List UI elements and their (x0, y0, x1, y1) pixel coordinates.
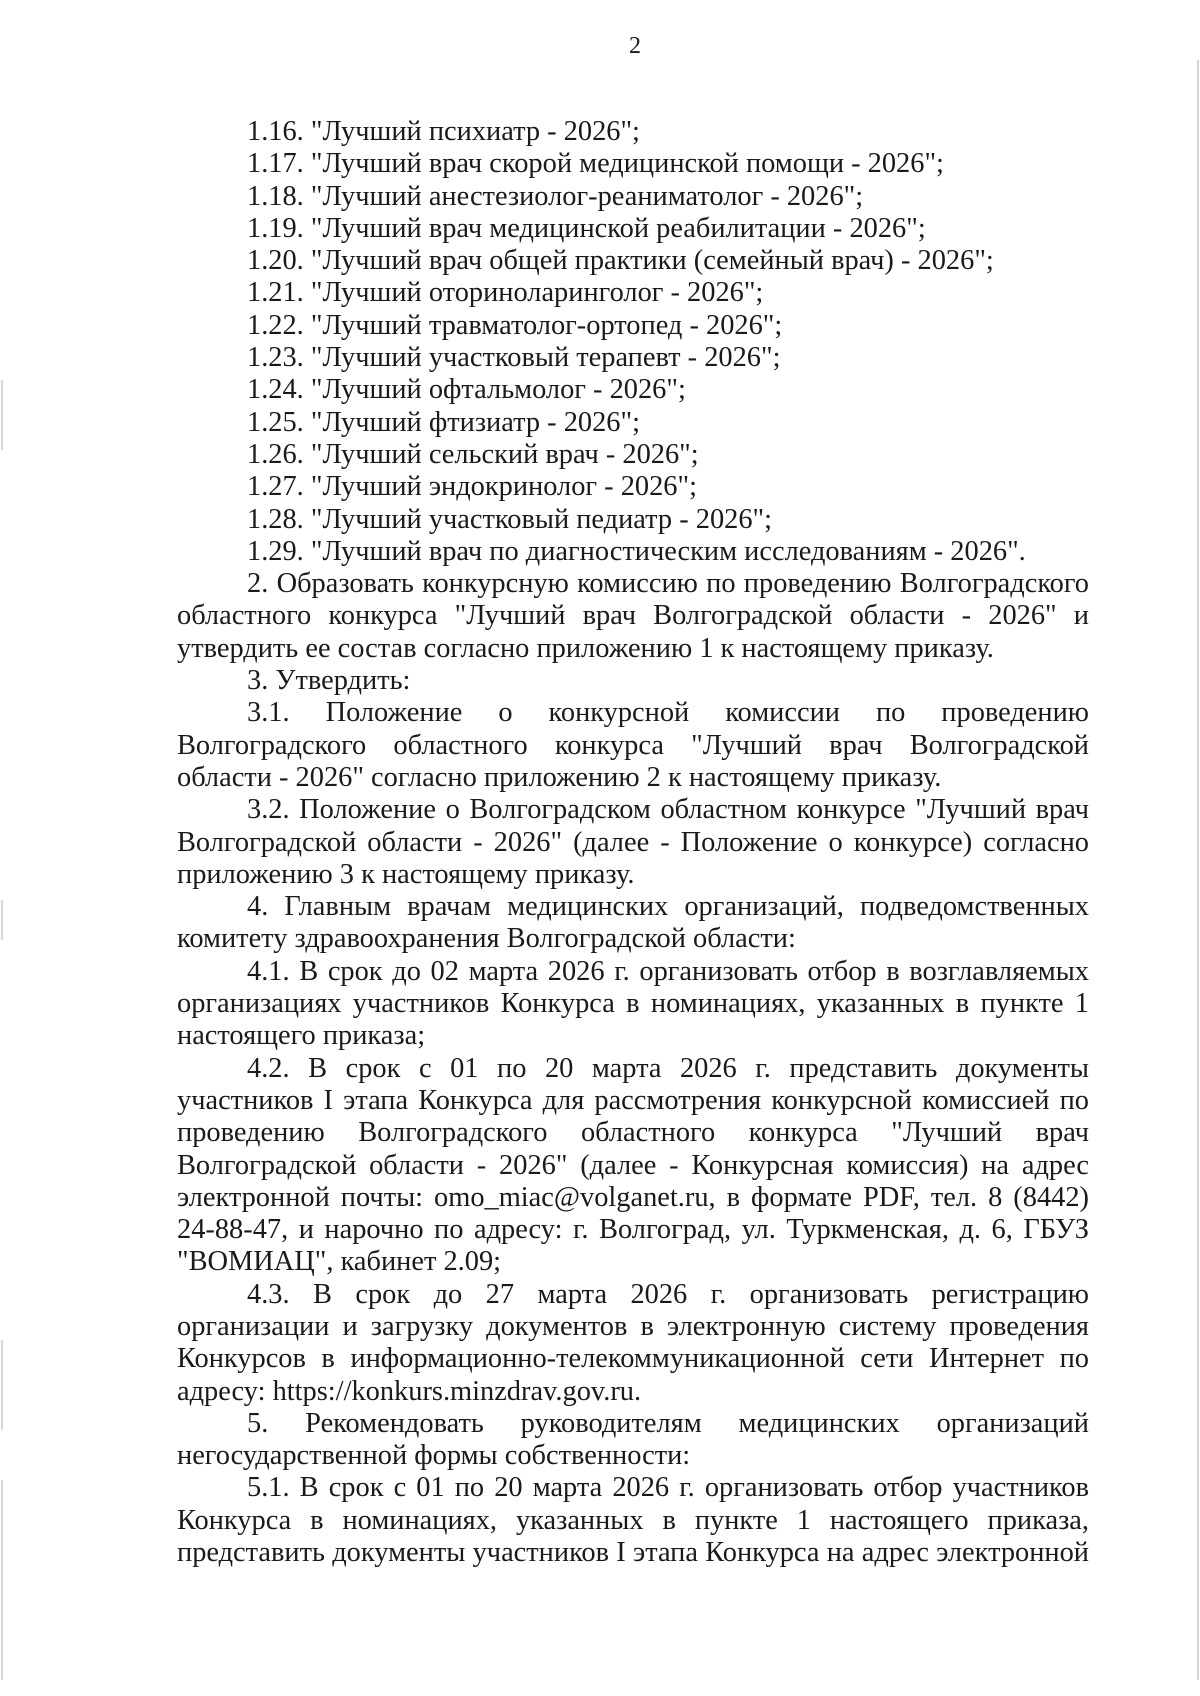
nomination-item-1-28: 1.28. "Лучший участковый педиатр - 2026"; (247, 503, 773, 535)
paragraph-5: 5. Рекомендовать руководителям медицинских организаций негосударственной формы собственности: (177, 1407, 1089, 1472)
page-number: 2 (629, 33, 641, 59)
paragraph-2: 2. Образовать конкурсную комиссию по проведению Волгоградского областного конкурса "Лучший врач Волгоградской области - 2026" и утвердить ее состав согласно приложению 1 к настоящему приказу. (177, 568, 1089, 664)
paragraph-5-1: 5.1. В срок с 01 по 20 марта 2026 г. организовать отбор участников Конкурса в номинациях, указанных в пункте 1 настоящего приказа, представить документы участников I этапа Конкурса на адрес электронной (177, 1472, 1089, 1569)
nomination-item-1-22: 1.22. "Лучший травматолог-ортопед - 2026"; (247, 309, 783, 341)
right-scan-edge (1194, 0, 1200, 1696)
paragraph-4-2: 4.2. В срок с 01 по 20 марта 2026 г. представить документы участников I этапа Конкурса для рассмотрения конкурсной комиссией по проведению Волгоградского областного конкурса "Лучший врач Волгоградской области - 2026" (далее - Конкурсная комиссия) на адрес электронной почты: omo_miac@volganet.ru, в формате PDF, тел. 8 (8442) 24-88-47, и нарочно по адресу: г. Волгоград, ул. Туркменская, д. 6, ГБУЗ "ВОМИАЦ", кабинет 2.09; (177, 1052, 1089, 1278)
nomination-item-1-29: 1.29. "Лучший врач по диагностическим исследованиям - 2026". (247, 535, 1026, 567)
paragraph-4-1: 4.1. В срок до 02 марта 2026 г. организовать отбор в возглавляемых организациях участников Конкурса в номинациях, указанных в пункте 1 настоящего приказа; (177, 955, 1089, 1052)
paragraph-3-1: 3.1. Положение о конкурсной комиссии по проведению Волгоградского областного конкурса "Лучший врач Волгоградской области - 2026" согласно приложению 2 к настоящему приказу. (177, 697, 1089, 793)
nomination-item-1-19: 1.19. "Лучший врач медицинской реабилитации - 2026"; (247, 212, 926, 244)
nomination-item-1-24: 1.24. "Лучший офтальмолог - 2026"; (247, 374, 686, 406)
document-body (177, 116, 1089, 1569)
nomination-item-1-21: 1.21. "Лучший оториноларинголог - 2026"; (247, 277, 764, 309)
paragraph-4-3: 4.3. В срок до 27 марта 2026 г. организовать регистрацию организации и загрузку документов в электронную систему проведения Конкурсов в информационно-телекоммуникационной сети Интернет по адресу: https://konkurs.minzdrav.gov.ru. (177, 1278, 1089, 1407)
nomination-item-1-27: 1.27. "Лучший эндокринолог - 2026"; (247, 471, 697, 503)
nomination-item-1-25: 1.25. "Лучший фтизиатр - 2026"; (247, 406, 640, 438)
paragraph-3: 3. Утвердить: (247, 665, 411, 697)
left-scan-edge (0, 0, 6, 1696)
nomination-item-1-20: 1.20. "Лучший врач общей практики (семейный врач) - 2026"; (247, 245, 994, 277)
nomination-item-1-16: 1.16. "Лучший психиатр - 2026"; (247, 116, 640, 147)
paragraph-4: 4. Главным врачам медицинских организаций, подведомственных комитету здравоохранения Волгоградской области: (177, 891, 1089, 955)
nomination-item-1-23: 1.23. "Лучший участковый терапевт - 2026"; (247, 342, 781, 374)
nomination-item-1-17: 1.17. "Лучший врач скорой медицинской помощи - 2026"; (247, 148, 944, 180)
nomination-item-1-26: 1.26. "Лучший сельский врач - 2026"; (247, 438, 699, 470)
nomination-item-1-18: 1.18. "Лучший анестезиолог-реаниматолог - 2026"; (247, 180, 864, 212)
paragraph-3-2: 3.2. Положение о Волгоградском областном конкурсе "Лучший врач Волгоградской области - 2026" (далее - Положение о конкурсе) согласно приложению 3 к настоящему приказу. (177, 794, 1089, 890)
